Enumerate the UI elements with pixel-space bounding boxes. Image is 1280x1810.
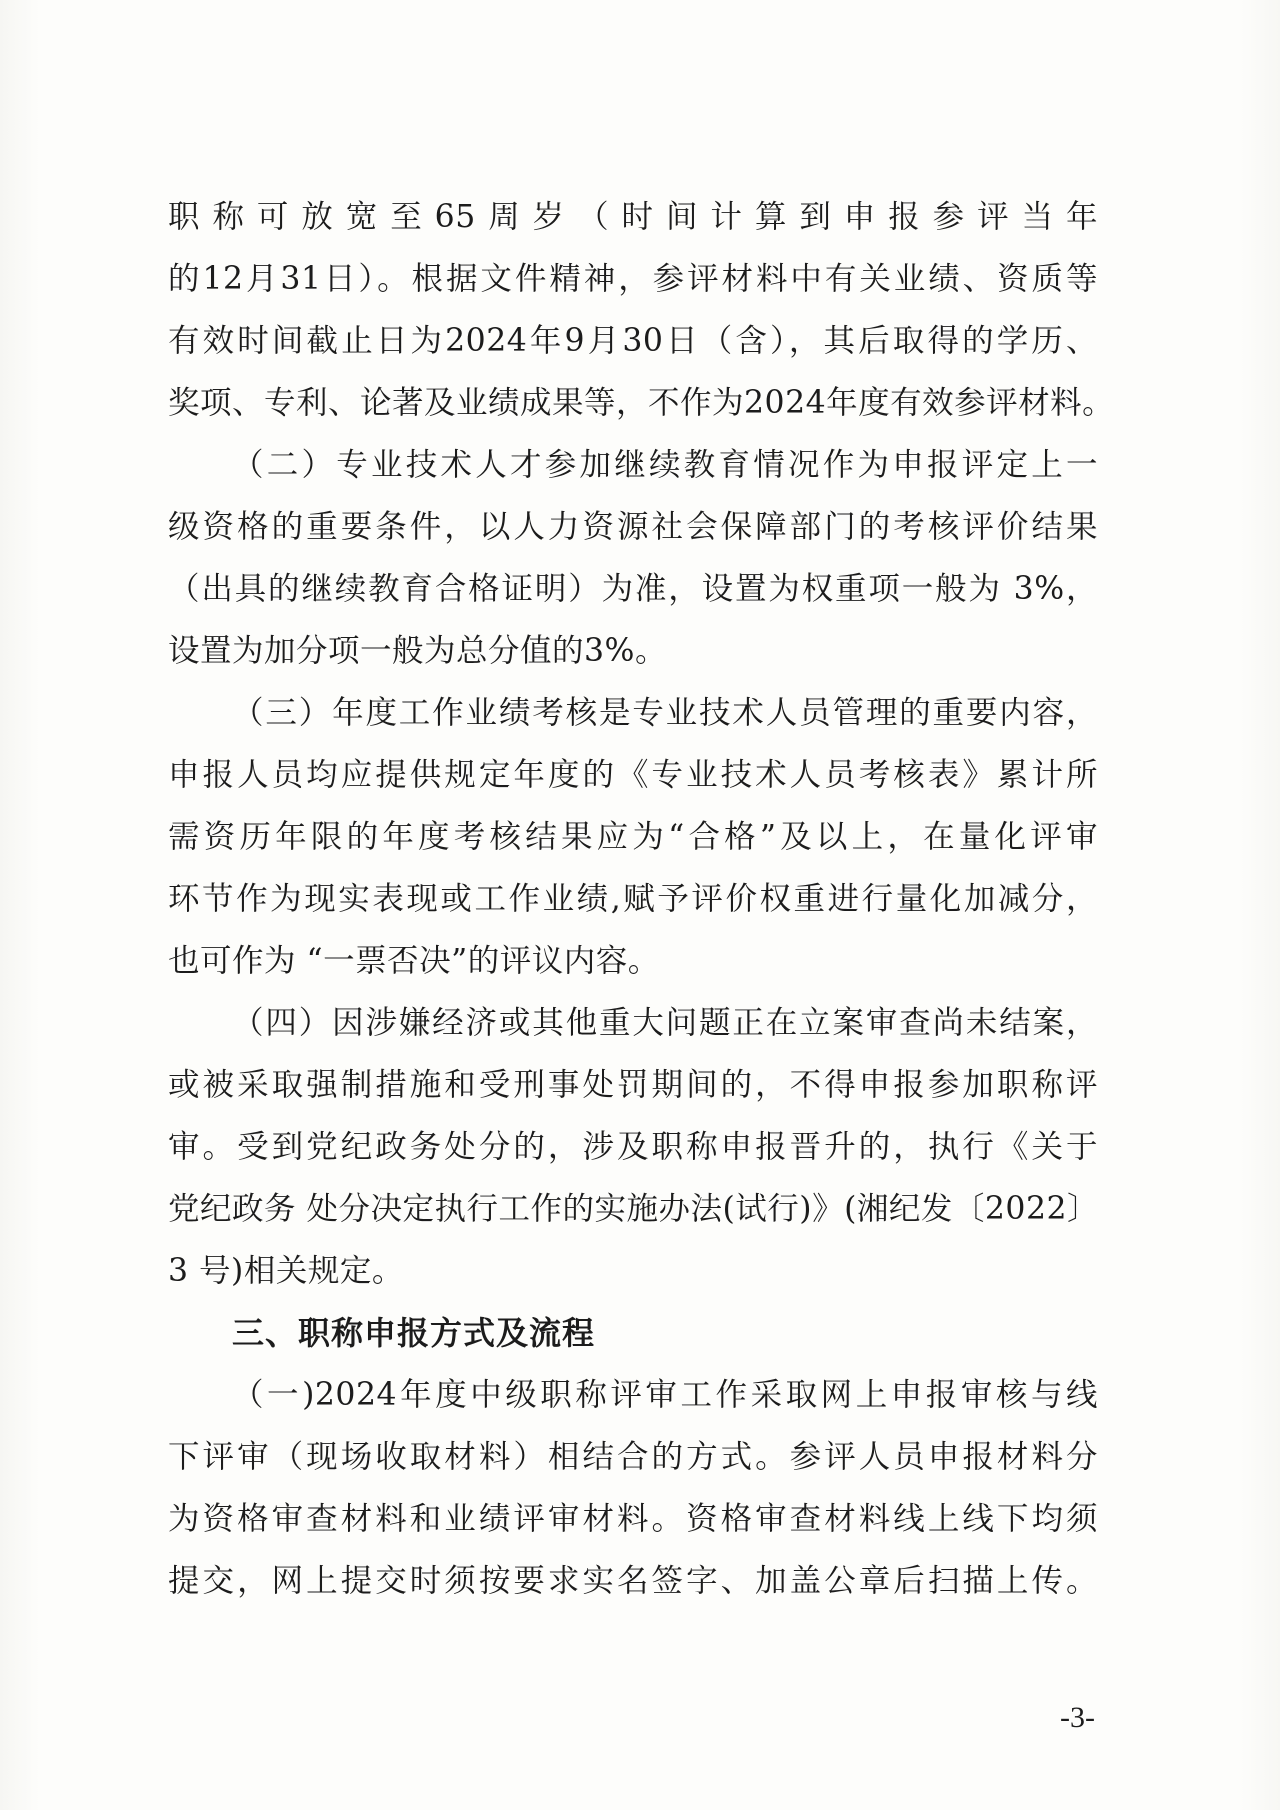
paragraph-line: （二）专业技术人才参加继续教育情况作为申报评定上一 [232, 447, 1098, 483]
paragraph-line: 为资格审查材料和业绩评审材料。资格审查材料线上线下均须 [168, 1501, 1098, 1537]
paragraph-line: 也可作为 “一票否决”的评议内容。 [168, 943, 660, 979]
paragraph-line: 环节作为现实表现或工作业绩,赋予评价权重进行量化加减分， [168, 881, 1098, 917]
paragraph-line: 党纪政务 处分决定执行工作的实施办法(试行)》(湘纪发〔2022〕 [168, 1191, 1100, 1227]
paragraph-line: 设置为加分项一般为总分值的3%。 [168, 633, 667, 669]
page-number: -3- [1060, 1701, 1095, 1734]
paragraph-line: （三）年度工作业绩考核是专业技术人员管理的重要内容， [232, 695, 1098, 731]
paragraph-line: 有效时间截止日为2024年9月30日（含），其后取得的学历、 [168, 323, 1098, 359]
paragraph-line: （一)2024年度中级职称评审工作采取网上申报审核与线 [232, 1377, 1098, 1413]
section-heading: 三、职称申报方式及流程 [232, 1314, 596, 1352]
paragraph-line: 提交，网上提交时须按要求实名签字、加盖公章后扫描上传。 [168, 1563, 1098, 1599]
paragraph-line: 的12月31日）。根据文件精神，参评材料中有关业绩、资质等 [168, 261, 1098, 297]
paragraph-line: 3 号)相关规定。 [168, 1253, 404, 1289]
paragraph-line: 奖项、专利、论著及业绩成果等，不作为2024年度有效参评材料。 [168, 385, 1115, 421]
paragraph-line: 下评审（现场收取材料）相结合的方式。参评人员申报材料分 [168, 1439, 1098, 1475]
paragraph-line: 级资格的重要条件，以人力资源社会保障部门的考核评价结果 [168, 509, 1098, 545]
paragraph-line: 或被采取强制措施和受刑事处罚期间的，不得申报参加职称评 [168, 1067, 1098, 1103]
paragraph-line: 审。受到党纪政务处分的，涉及职称申报晋升的，执行《关于 [168, 1129, 1098, 1165]
paragraph-line: 职称可放宽至65周岁（时间计算到申报参评当年 [168, 199, 1098, 235]
paragraph-line: （四）因涉嫌经济或其他重大问题正在立案审查尚未结案， [232, 1005, 1098, 1041]
paragraph-line: （出具的继续教育合格证明）为准，设置为权重项一般为 3%， [168, 571, 1098, 607]
paragraph-line: 需资历年限的年度考核结果应为“合格”及以上，在量化评审 [168, 819, 1098, 855]
paragraph-line: 申报人员均应提供规定年度的《专业技术人员考核表》累计所 [168, 757, 1098, 793]
